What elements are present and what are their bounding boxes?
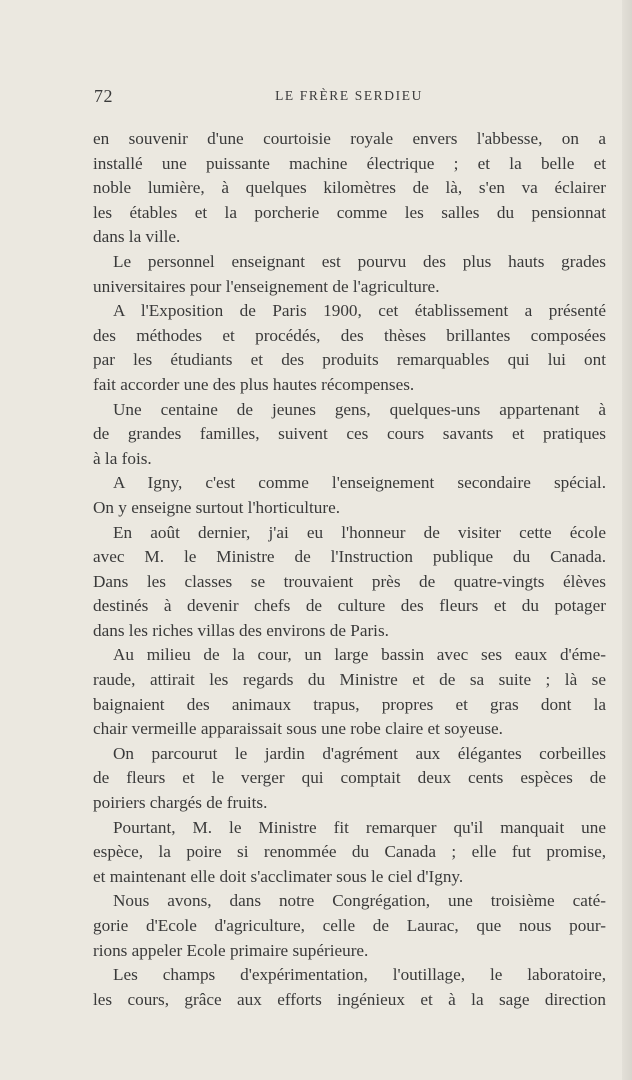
text-line: A l'Exposition de Paris 1900, cet établissement a présenté	[113, 301, 606, 321]
text-line: En août dernier, j'ai eu l'honneur de visiter cette école	[113, 522, 606, 542]
text-line: destinés à devenir chefs de culture des fleurs et du potager	[93, 596, 606, 616]
text-line: Dans les classes se trouvaient près de quatre-vingts élèves	[93, 571, 606, 591]
text-line: à la fois.	[93, 448, 152, 468]
text-line: Le personnel enseignant est pourvu des plus hauts grades	[113, 251, 606, 271]
text-line: baignaient des animaux trapus, propres et gras dont la	[93, 694, 606, 714]
text-line: universitaires pour l'enseignement de l'agriculture.	[93, 276, 440, 296]
text-line: les cours, grâce aux efforts ingénieux et à la sage direction	[93, 989, 606, 1009]
paragraph	[93, 643, 606, 741]
text-body	[93, 127, 606, 1012]
text-line: fait accorder une des plus hautes récompenses.	[93, 374, 415, 394]
paragraph	[93, 963, 606, 1012]
paragraph	[93, 889, 606, 963]
text-line: Pourtant, M. le Ministre fit remarquer qu'il manquait une	[113, 817, 606, 837]
text-line: gorie d'Ecole d'agriculture, celle de Laurac, que nous pour-	[93, 916, 606, 935]
text-line: et maintenant elle doit s'acclimater sous le ciel d'Igny.	[93, 866, 464, 886]
text-line: par les étudiants et des produits remarquables qui lui ont	[93, 350, 606, 370]
page-number: 72	[94, 86, 113, 106]
text-line: noble lumière, à quelques kilomètres de là, s'en va éclairer	[93, 178, 606, 198]
text-line: Au milieu de la cour, un large bassin avec ses eaux d'éme-	[113, 645, 606, 665]
text-line: en souvenir d'une courtoisie royale envers l'abbesse, on a	[93, 129, 606, 148]
text-line: Les champs d'expérimentation, l'outillage, le laboratoire,	[113, 965, 606, 985]
text-line: A Igny, c'est comme l'enseignement secondaire spécial.	[113, 473, 606, 493]
text-line: de grandes familles, suivent ces cours savants et pratiques	[93, 424, 606, 444]
text-line: les étables et la porcherie comme les salles du pensionnat	[93, 202, 606, 222]
text-line: dans la ville.	[93, 227, 181, 247]
page-edge	[622, 0, 632, 1080]
paragraph	[93, 398, 606, 472]
text-line: espèce, la poire si renommée du Canada ; elle fut promise,	[93, 842, 606, 862]
running-head	[94, 86, 604, 110]
text-line: avec M. le Ministre de l'Instruction publique du Canada.	[93, 547, 606, 567]
text-line: chair vermeille apparaissait sous une robe claire et soyeuse.	[93, 719, 503, 739]
paragraph	[93, 250, 606, 299]
paragraph	[93, 299, 606, 397]
paragraph	[93, 127, 606, 250]
text-line: On y enseigne surtout l'horticulture.	[93, 497, 341, 517]
paragraph	[93, 742, 606, 816]
text-line: On parcourut le jardin d'agrément aux élégantes corbeilles	[113, 743, 606, 763]
text-line: installé une puissante machine électrique ; et la belle et	[93, 153, 606, 173]
text-line: poiriers chargés de fruits.	[93, 793, 268, 813]
text-line: raude, attirait les regards du Ministre et de sa suite ; là se	[93, 670, 606, 690]
text-line: rions appeler Ecole primaire supérieure.	[93, 940, 369, 960]
text-line: de fleurs et le verger qui comptait deux cents espèces de	[93, 768, 606, 788]
text-line: dans les riches villas des environs de Paris.	[93, 620, 389, 640]
book-title: LE FRÈRE SERDIEU	[275, 88, 423, 103]
text-line: Une centaine de jeunes gens, quelques-uns appartenant à	[113, 399, 606, 419]
paragraph	[93, 816, 606, 890]
text-line: Nous avons, dans notre Congrégation, une troisième caté-	[113, 891, 606, 911]
text-line: des méthodes et procédés, des thèses brillantes composées	[93, 325, 606, 345]
paragraph	[93, 521, 606, 644]
paragraph	[93, 471, 606, 520]
